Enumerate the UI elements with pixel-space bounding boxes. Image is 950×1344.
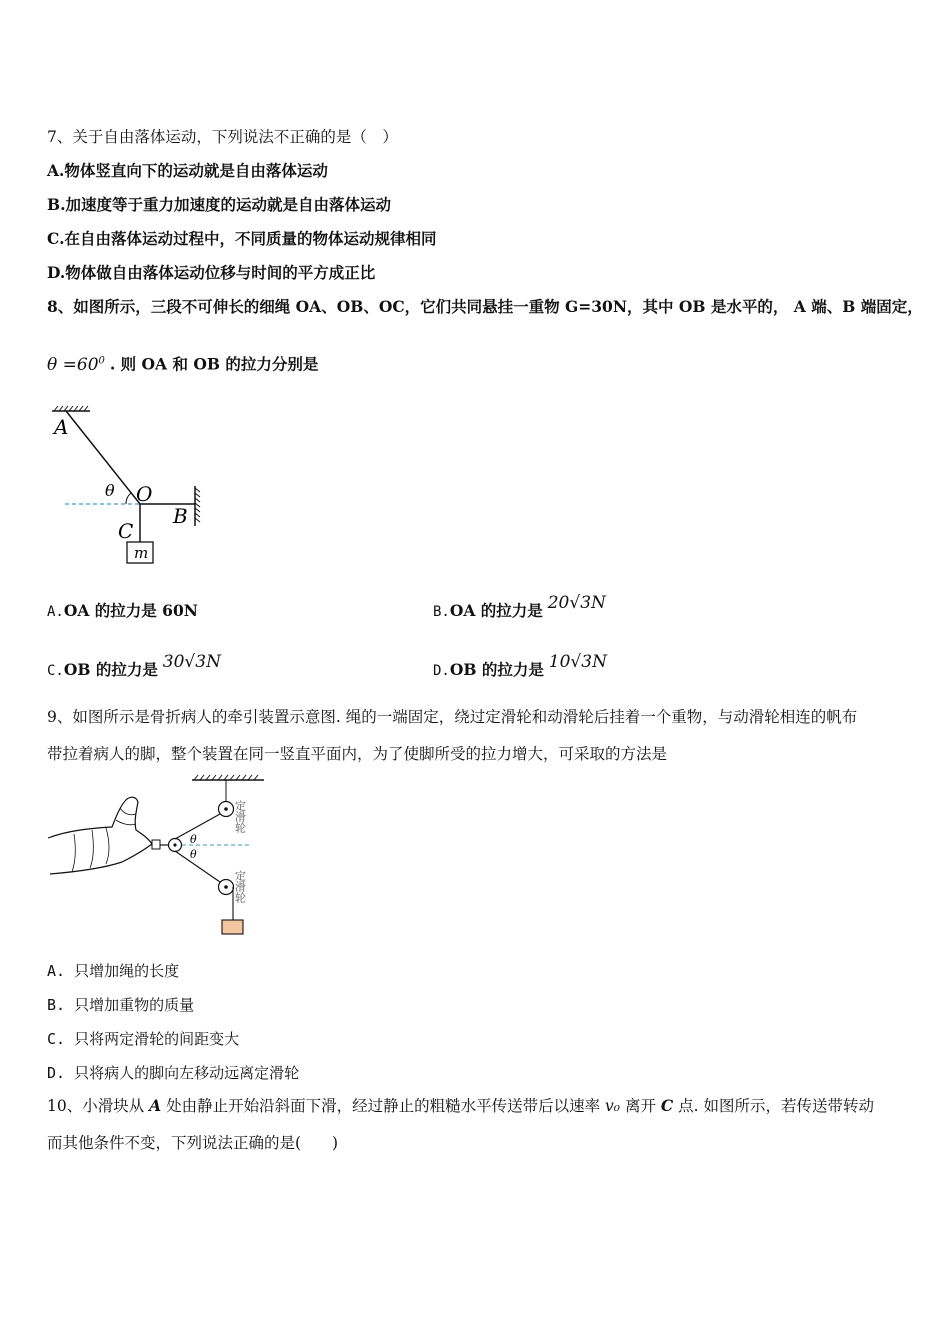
q8-option-a: A.OA 的拉力是 60N <box>47 601 198 620</box>
label-a: A <box>54 415 69 439</box>
q8-option-c-value: 30√3N <box>162 652 221 672</box>
label-c: C <box>118 519 134 543</box>
q7-option-d: D.物体做自由落体运动位移与时间的平方成正比 <box>47 263 376 282</box>
label-m: m <box>134 544 149 562</box>
label-fixed-pulley-top: 定滑轮 <box>233 800 247 833</box>
q8-stem-tail-line <box>47 350 318 376</box>
label-o: O <box>136 482 153 506</box>
theta-upper: θ <box>190 833 197 846</box>
q9-option-d: D. 只将病人的脚向左移动远离定滑轮 <box>47 1064 300 1082</box>
label-fixed-pulley-bottom: 定滑轮 <box>233 870 247 903</box>
q7-option-c: C.在自由落体运动过程中，不同质量的物体运动规律相同 <box>47 229 437 248</box>
q7-stem: 7、关于自由落体运动，下列说法不正确的是（ ） <box>47 128 398 146</box>
q8-option-b: B.OA 的拉力是 20√3N <box>433 593 606 620</box>
q9-option-b: B. 只增加重物的质量 <box>47 996 195 1014</box>
theta-expression: $\theta =60^0$ <box>47 354 105 375</box>
q8-option-b-value: 20√3N <box>547 593 606 613</box>
q8-stem: 8、如图所示，三段不可伸长的细绳 OA、OB、OC，它们共同悬挂一重物 G=30N，其中 OB 是水平的， A 端、B 端固定， <box>47 297 923 316</box>
q9-stem-line1: 9、如图所示是骨折病人的牵引装置示意图. 绳的一端固定，绕过定滑轮和动滑轮后挂着一个重物，与动滑轮相连的帆布 <box>47 708 858 726</box>
label-theta: θ <box>105 481 115 500</box>
q7-option-a: A.物体竖直向下的运动就是自由落体运动 <box>47 161 328 180</box>
q9-figure <box>44 772 274 940</box>
q8-option-c: C.OB 的拉力是 30√3N <box>47 652 221 679</box>
q9-stem-line2: 带拉着病人的脚，整个装置在同一竖直平面内，为了使脚所受的拉力增大，可采取的方法是 <box>47 745 668 763</box>
q8-option-d: D.OB 的拉力是 10√3N <box>433 652 607 679</box>
q9-option-a: A. 只增加绳的长度 <box>47 962 180 980</box>
q10-stem-line2: 而其他条件不变，下列说法正确的是( ) <box>47 1134 339 1152</box>
theta-lower: θ <box>190 848 197 861</box>
q7-option-b: B.加速度等于重力加速度的运动就是自由落体运动 <box>47 195 391 214</box>
q9-option-c: C. 只将两定滑轮的间距变大 <box>47 1030 240 1048</box>
q10-stem-line1: 10、小滑块从 A 处由静止开始沿斜面下滑，经过静止的粗糙水平传送带后以速率 v₀ 离开 C 点. 如图所示，若传送带转动 <box>47 1096 875 1115</box>
label-b: B <box>173 504 188 528</box>
q8-option-d-value: 10√3N <box>548 652 607 672</box>
q8-figure <box>40 400 220 570</box>
q8-stem-tail: . 则 OA 和 OB 的拉力分别是 <box>109 354 319 374</box>
